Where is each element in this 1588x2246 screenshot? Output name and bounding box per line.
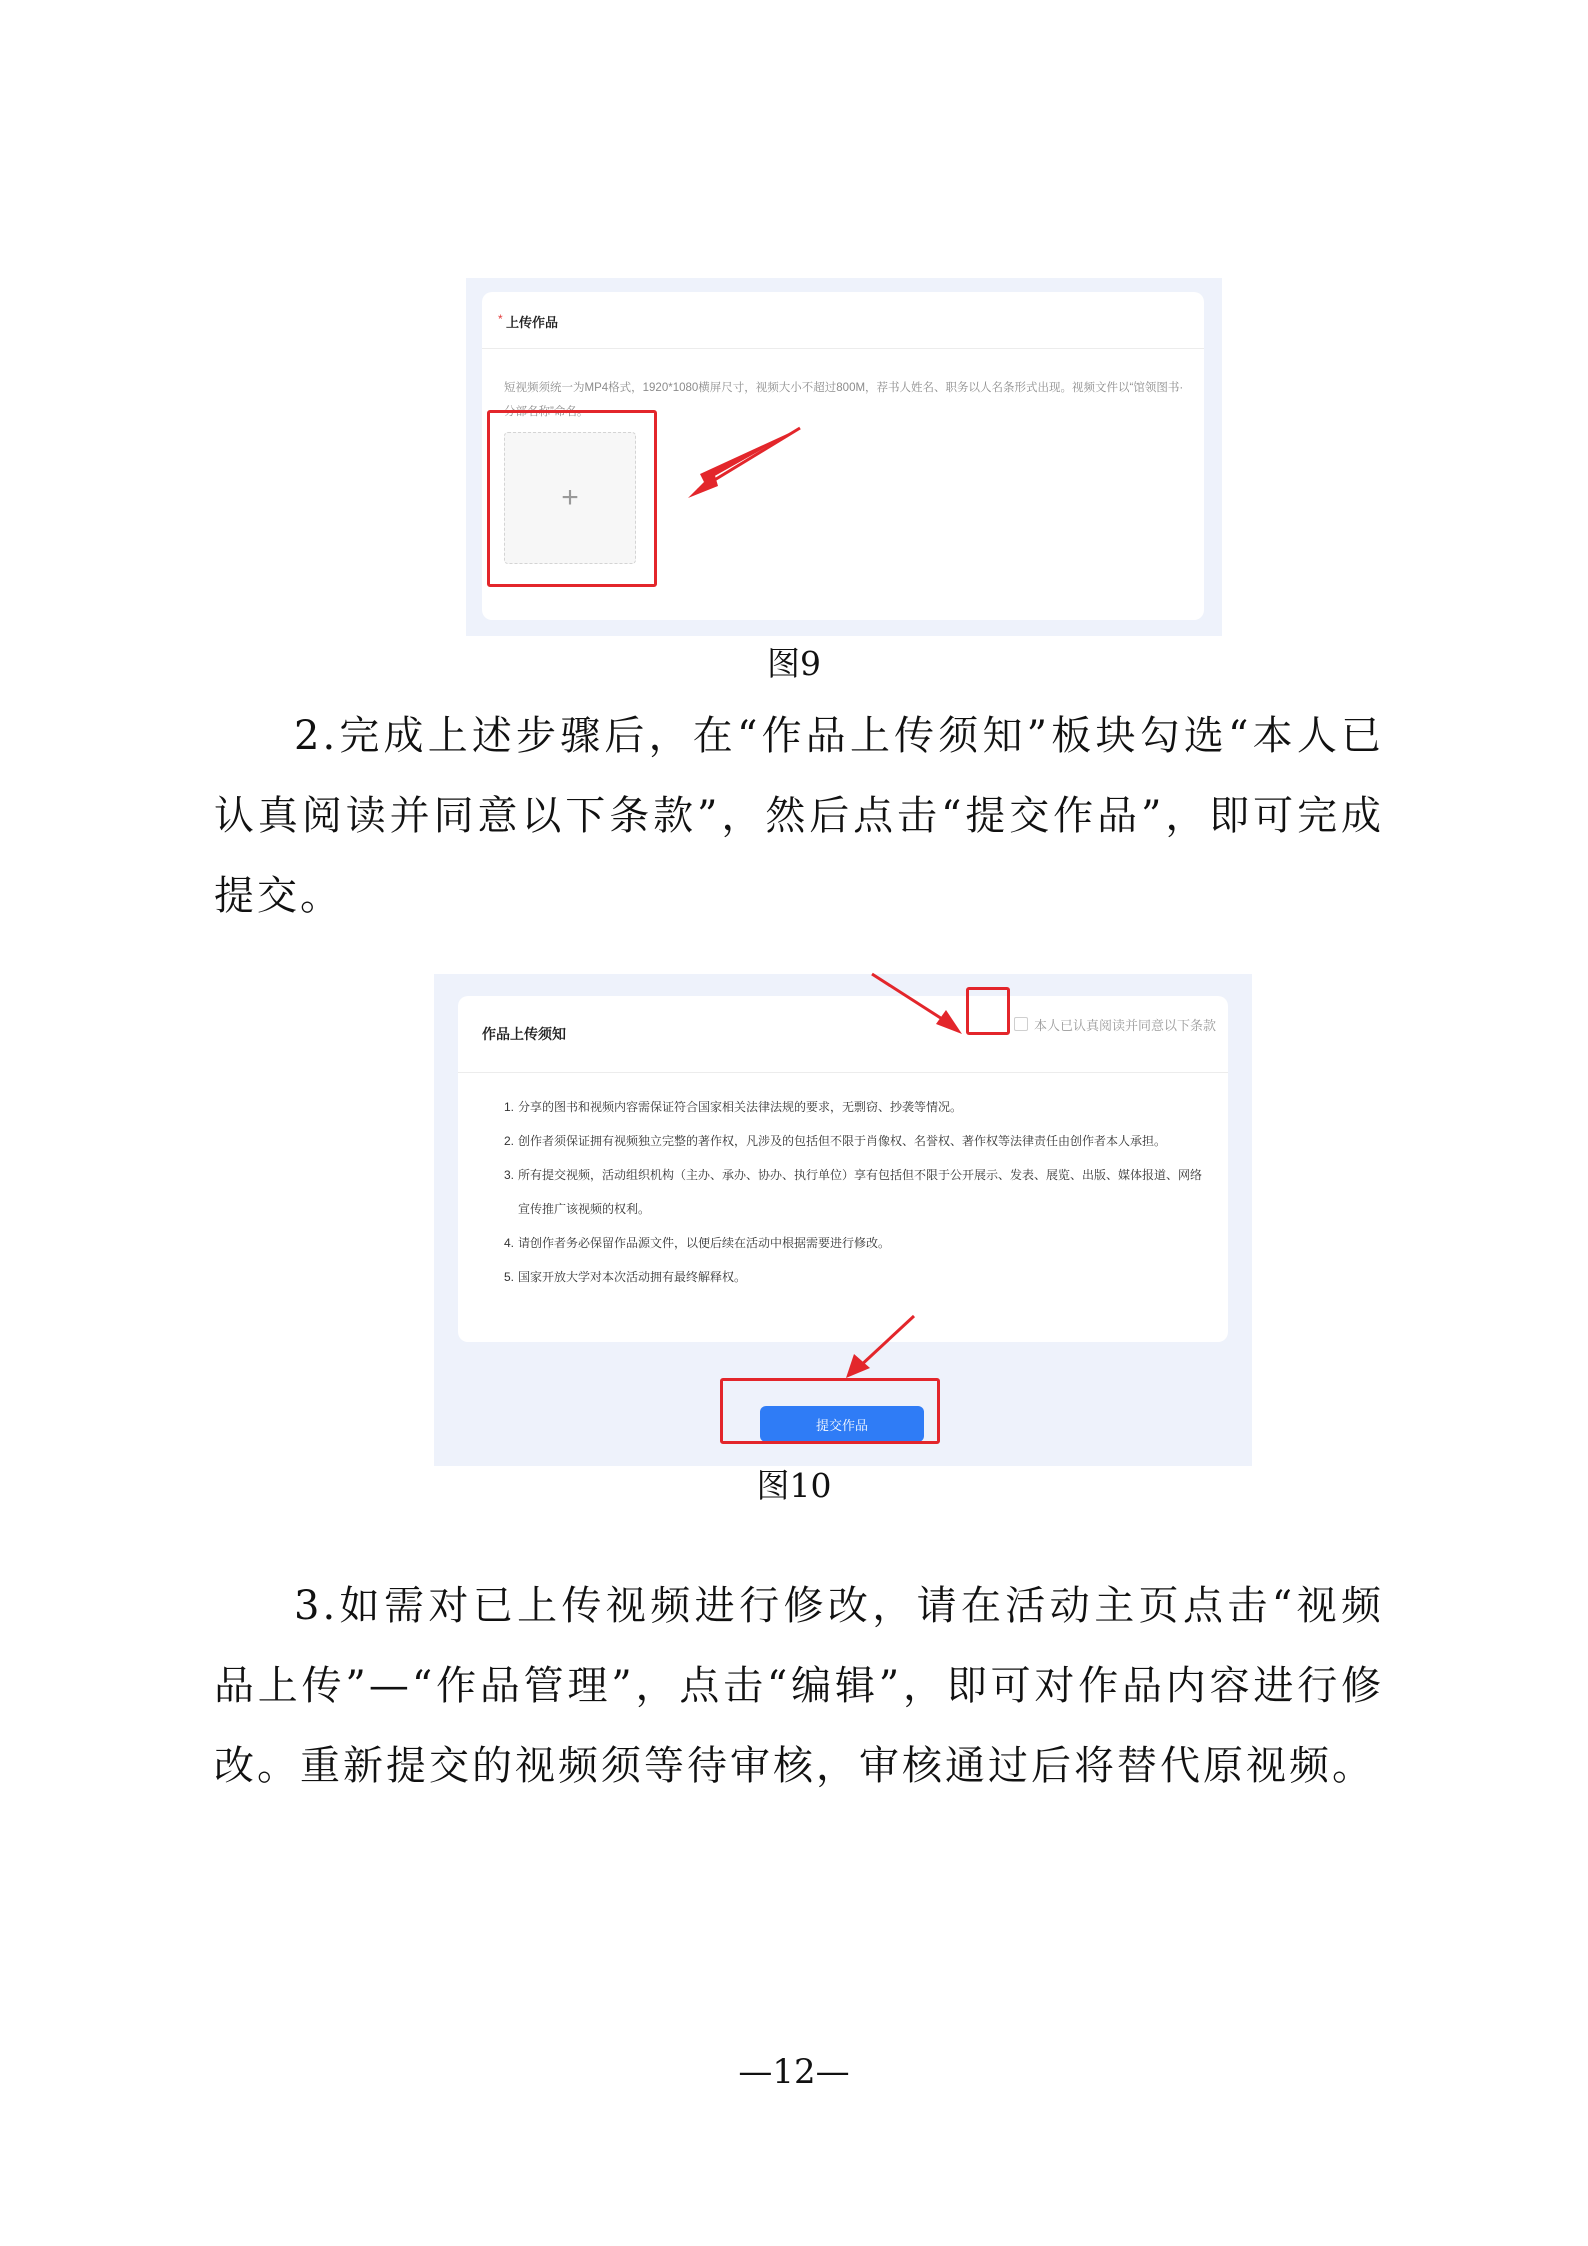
agree-terms-checkbox[interactable]: [1014, 1017, 1028, 1031]
submit-work-button[interactable]: 提交作品: [760, 1406, 924, 1442]
agree-checkbox-highlight: [966, 987, 1010, 1035]
arrow-icon: [840, 1312, 920, 1384]
agree-terms-label: 本人已认真阅读并同意以下条款: [1034, 1017, 1217, 1033]
list-item: 5. 国家开放大学对本次活动拥有最终解释权。: [504, 1270, 747, 1284]
submit-button-highlight: [720, 1378, 940, 1444]
list-item: 3. 所有提交视频，活动组织机构（主办、承办、协办、执行单位）享有包括但不限于公开展示、发表、展览、出版、媒体报道、网络宣传推广该视频的权利。: [504, 1168, 1203, 1216]
upload-area-highlight: [487, 410, 657, 587]
list-item: 4. 请创作者务必保留作品源文件，以便后续在活动中根据需要进行修改。: [504, 1236, 891, 1250]
figure-9-caption: 图9: [767, 644, 821, 683]
list-item: 1. 分享的图书和视频内容需保证符合国家相关法律法规的要求，无剽窃、抄袭等情况。: [504, 1100, 963, 1114]
upload-notice-card: [458, 996, 1228, 1342]
paragraph-step-3: 3.如需对已上传视频进行修改，请在活动主页点击“视频品上传”—“作品管理”，点击“编辑”，即可对作品内容进行修改。重新提交的视频须等待审核，审核通过后将替代原视频。: [214, 1583, 1384, 1789]
arrow-icon: [870, 972, 970, 1042]
upload-work-header: [482, 292, 1204, 349]
list-item: 2. 创作者须保证拥有视频独立完整的著作权，凡涉及的包括但不限于肖像权、名誉权、著作权等法律责任由创作者本人承担。: [504, 1134, 1167, 1148]
upload-work-title: 上传作品: [506, 315, 559, 330]
arrow-icon: [680, 420, 820, 510]
upload-notice-title: 作品上传须知: [482, 1026, 566, 1042]
paragraph-step-2: 2.完成上述步骤后，在“作品上传须知”板块勾选“本人已认真阅读并同意以下条款”，然后点击“提交作品”，即可完成提交。: [214, 713, 1384, 919]
notice-rules-list: [504, 1090, 1204, 1294]
page-number: —12—: [738, 2052, 850, 2092]
required-mark: *: [498, 312, 503, 326]
agree-terms-row[interactable]: [1014, 1012, 1216, 1036]
upload-notice-header: [458, 996, 1228, 1073]
upload-requirements-text: 短视频须统一为MP4格式，1920*1080横屏尺寸，视频大小不超过800M，荐书人姓名、职务以人名条形式出现。视频文件以“馆领图书·分部名称”命名。: [504, 382, 1184, 418]
plus-icon: +: [561, 481, 579, 514]
figure-10-caption: 图10: [756, 1466, 832, 1505]
